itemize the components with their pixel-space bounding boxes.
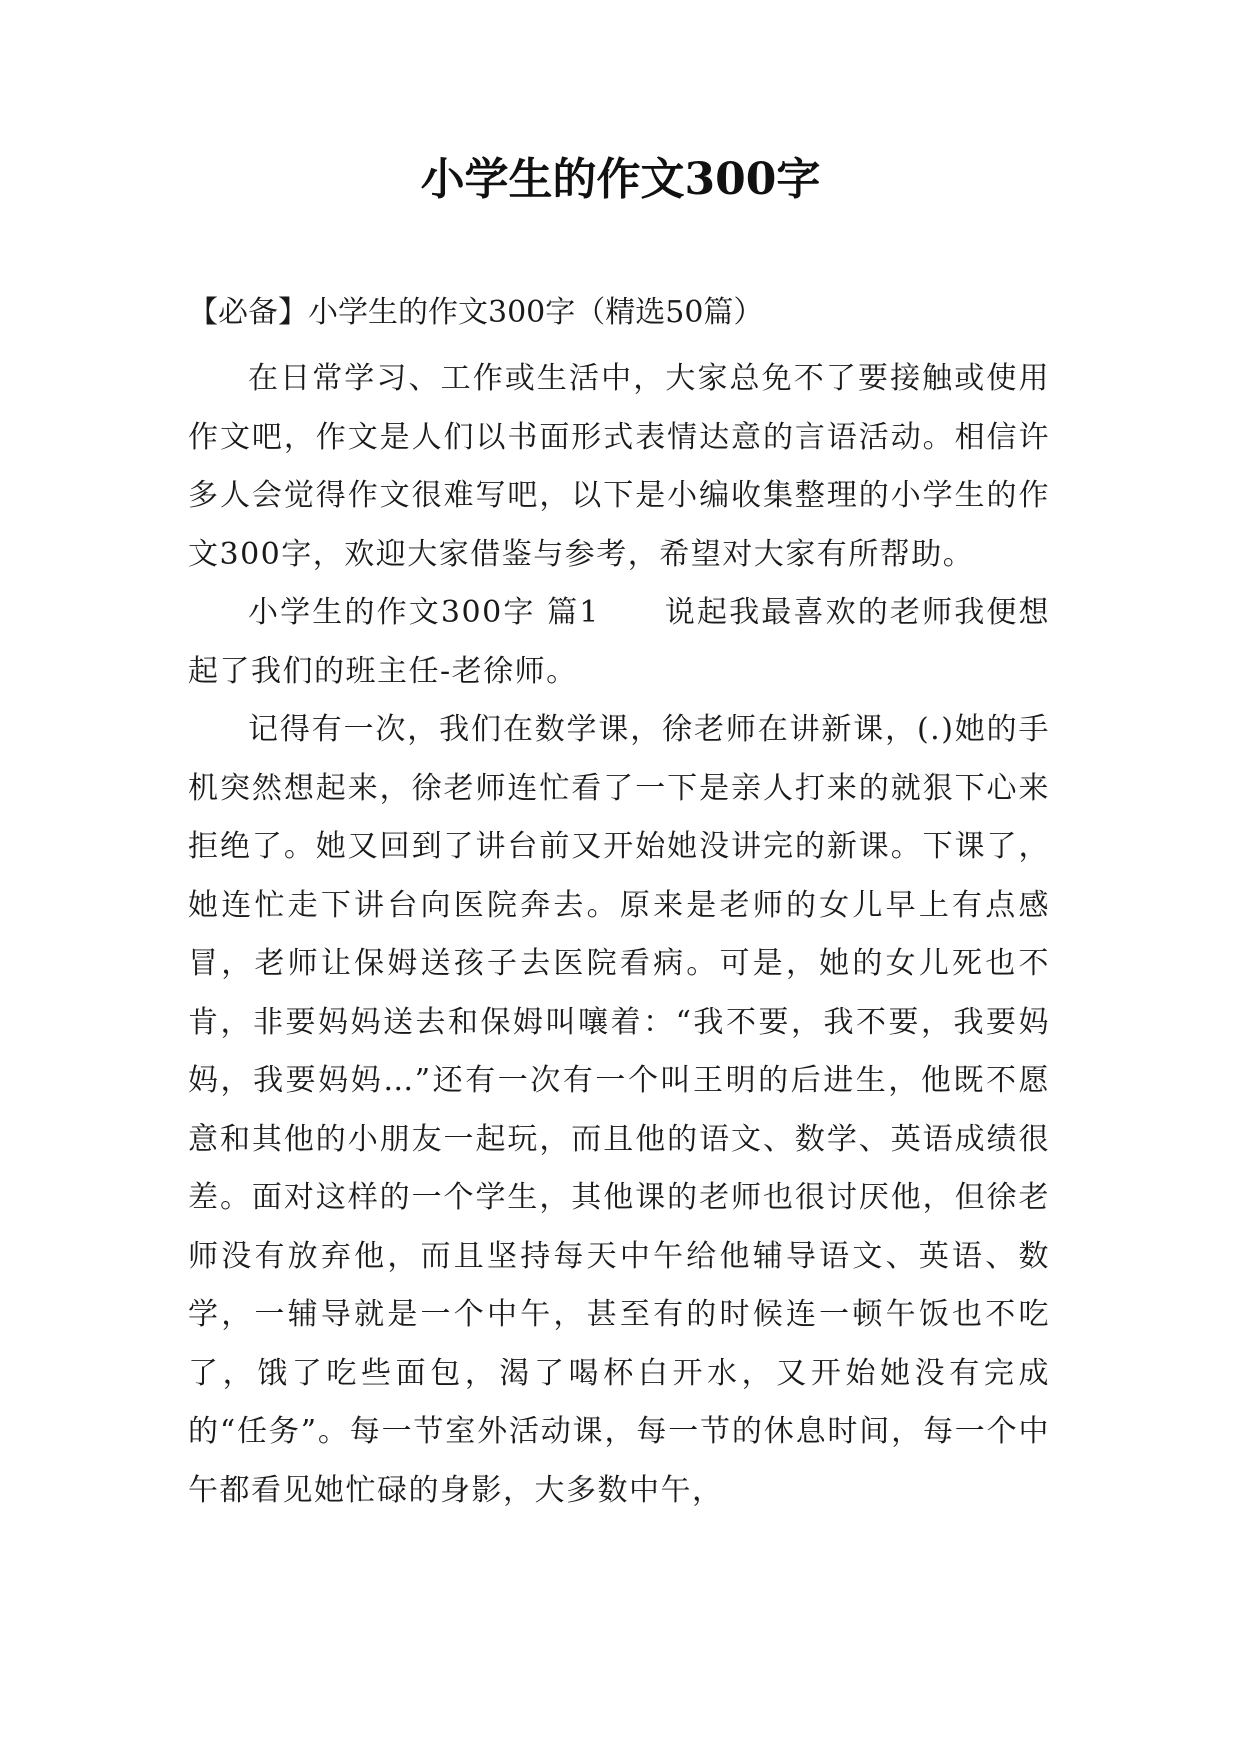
essay-body-paragraph: 记得有一次，我们在数学课，徐老师在讲新课，(.)她的手机突然想起来，徐老师连忙看了一下是亲人打来的就狠下心来拒绝了。她又回到了讲台前又开始她没讲完的新课。下课了，她连忙走下讲台向医院奔去。原来是老师的女儿早上有点感冒，老师让保姆送孩子去医院看病。可是，她的女儿死也不肯，非要妈妈送去和保姆叫嚷着：“我不要，我不要，我要妈妈，我要妈妈…”还有一次有一个叫王明的后进生，他既不愿意和其他的小朋友一起玩，而且他的语文、数学、英语成绩很差。面对这样的一个学生，其他课的老师也很讨厌他，但徐老师没有放弃他，而且坚持每天中午给他辅导语文、英语、数学，一辅导就是一个中午，甚至有的时候连一顿午饭也不吃了，饿了吃些面包，渴了喝杯白开水，又开始她没有完成的“任务”。每一节室外活动课，每一节的休息时间，每一个中午都看见她忙碌的身影，大多数中午， bbox=[188, 712, 1050, 1508]
document-title: 小学生的作文300字 bbox=[420, 154, 821, 205]
document-subtitle: 【必备】小学生的作文300字（精选50篇） bbox=[188, 295, 764, 330]
document-body bbox=[188, 350, 1050, 1520]
essay-heading-paragraph: 小学生的作文300字 篇1 说起我最喜欢的老师我便想起了我们的班主任-老徐师。 bbox=[188, 595, 1050, 689]
intro-paragraph: 在日常学习、工作或生活中，大家总免不了要接触或使用作文吧，作文是人们以书面形式表情达意的言语活动。相信许多人会觉得作文很难写吧，以下是小编收集整理的小学生的作文300字，欢迎大家借鉴与参考，希望对大家有所帮助。 bbox=[188, 361, 1050, 572]
